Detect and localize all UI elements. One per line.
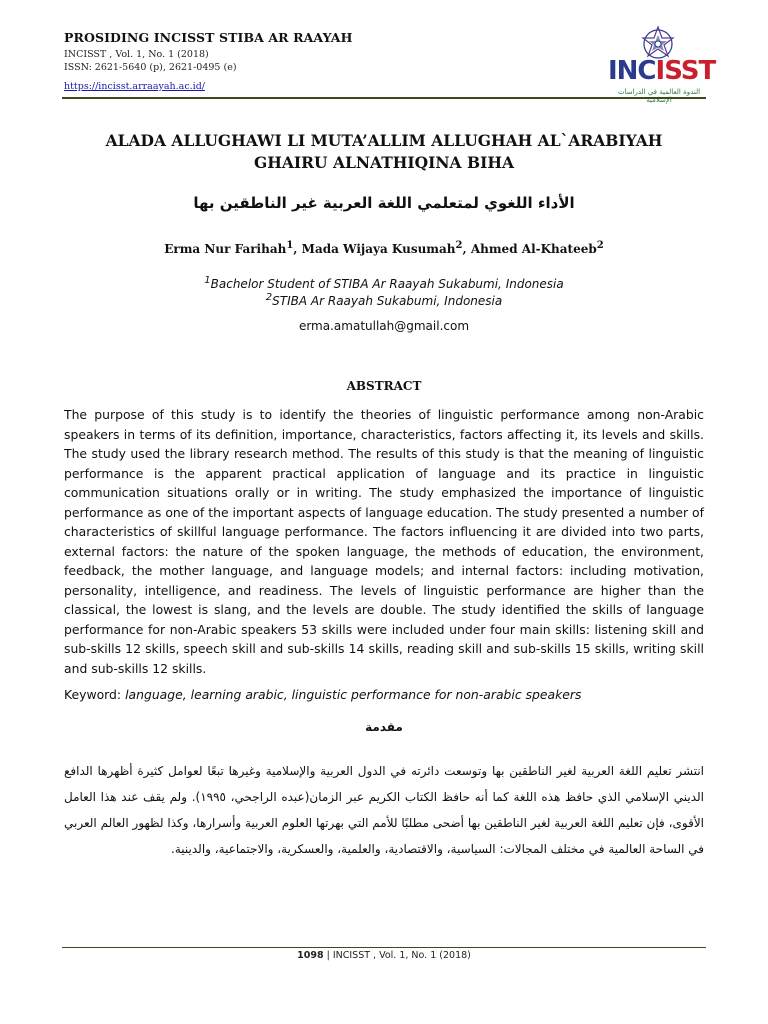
paper-title — [64, 130, 704, 174]
affiliation-2 — [64, 292, 704, 308]
paper-title-line-2: GHAIRU ALNATHIQINA BIHA — [253, 153, 515, 172]
logo-subtitle: الندوة العالمية في الدراسات الإسلامية — [617, 88, 701, 104]
footer-journal: INCISST , Vol. 1, No. 1 (2018) — [332, 950, 471, 961]
page-number: 1098 — [297, 950, 324, 961]
section-heading-muqaddimah: مقدمة — [365, 720, 403, 734]
logo-i: I — [655, 56, 665, 86]
author-3: Ahmed Al-Khateeb — [470, 242, 597, 256]
logo-sst: SST — [664, 56, 716, 86]
paper-title-arabic: الأداء اللغوي لمتعلمي اللغة العربية غير الناطقين بها — [193, 194, 575, 212]
affiliation-2-marker: 2 — [265, 292, 273, 303]
author-2-affil: 2 — [455, 240, 463, 251]
page-footer — [64, 950, 704, 961]
footer-divider — [62, 947, 706, 948]
keyword-label: Keyword: — [64, 687, 122, 702]
affiliation-2-text: STIBA Ar Raayah Sukabumi, Indonesia — [272, 294, 503, 308]
affiliation-1-text: Bachelor Student of STIBA Ar Raayah Sukabumi, Indonesia — [210, 277, 564, 291]
author-2: Mada Wijaya Kusumah — [301, 242, 456, 256]
journal-header — [64, 30, 524, 93]
muqaddimah-paragraph: انتشر تعليم اللغة العربية لغير الناطقين بها وتوسعت دائرته في الدول العربية والإسلامية وغيرها تبعًا لعوامل كثيرة أظهرها الدافع الديني الإسلامي الذي حافظ هذه اللغة كما أنه حافظ الكتاب الكريم عبر الزمان(عبده الراجحي، ١٩٩٥). ولم يقف عند هذا العامل الأقوى، فإن تعليم اللغة العربية لغير الناطقين بها أضحى مطلبًا للأمم التي بهرتها العلوم العربية وأسرارها، وكذا لظهور العالم العربي في الساحة العالمية في مختلف المجالات: السياسية، والاقتصادية، والعلمية، والعسكرية، والاجتماعية، والدينية. — [64, 764, 704, 856]
logo-inc: INC — [608, 56, 656, 86]
footer-sep: | — [323, 950, 333, 961]
keywords — [64, 687, 704, 702]
journal-url-link[interactable]: https://incisst.arraayah.ac.id/ — [64, 81, 205, 92]
author-3-affil: 2 — [596, 240, 604, 251]
abstract-heading: ABSTRACT — [346, 379, 422, 393]
author-email: erma.amatullah@gmail.com — [298, 319, 470, 333]
journal-name: PROSIDING INCISST STIBA AR RAAYAH — [64, 30, 353, 45]
affiliation-1-marker: 1 — [204, 275, 211, 286]
header-divider — [62, 97, 706, 99]
paper-title-line-1: ALADA ALLUGHAWI LI MUTA’ALLIM ALLUGHAH AL`ARABIYAH — [105, 131, 663, 150]
incisst-logo — [608, 24, 716, 104]
author-sep: , — [293, 242, 302, 256]
journal-issn: ISSN: 2621-5640 (p), 2621-0495 (e) — [64, 62, 237, 73]
author-1: Erma Nur Farihah — [164, 242, 287, 256]
logo-wordmark — [608, 56, 716, 86]
journal-volume: INCISST , Vol. 1, No. 1 (2018) — [64, 49, 209, 60]
author-1-affil: 1 — [286, 240, 294, 251]
abstract-text: The purpose of this study is to identify the theories of linguistic performance among non-Arabic speakers in terms of its definition, importance, characteristics, factors affecting it, its levels and skills. The study used the library research method. The results of this study is that the meaning of linguistic performance is the apparent practical application of language and its practice in linguistic communication situations orally or in writing. The study emphasized the importance of linguistic performance as one of the important aspects of language education. The study presented a number of characteristics of skillful language performance. The factors influencing it are divided into two parts, external factors: the nature of the spoken language, the methods of education, the environment, feedback, the mother language, and language models; and internal factors: including motivation, personality, intelligence, and readiness. The levels of linguistic performance are higher than the classical, the lowest is slang, and the levels are double. The study identified the skills of language performance for non-Arabic speakers 53 skills were included under four main skills: listening skill and sub-skills 12 skills, speech skill and sub-skills 14 skills, reading skill and sub-skills 15 skills, writing skill and sub-skills 12 skills. — [64, 407, 704, 676]
author-sep: , — [462, 242, 471, 256]
author-list — [64, 240, 704, 256]
keyword-values: language, learning arabic, linguistic performance for non-arabic speakers — [125, 687, 582, 702]
affiliation-1 — [64, 275, 704, 291]
